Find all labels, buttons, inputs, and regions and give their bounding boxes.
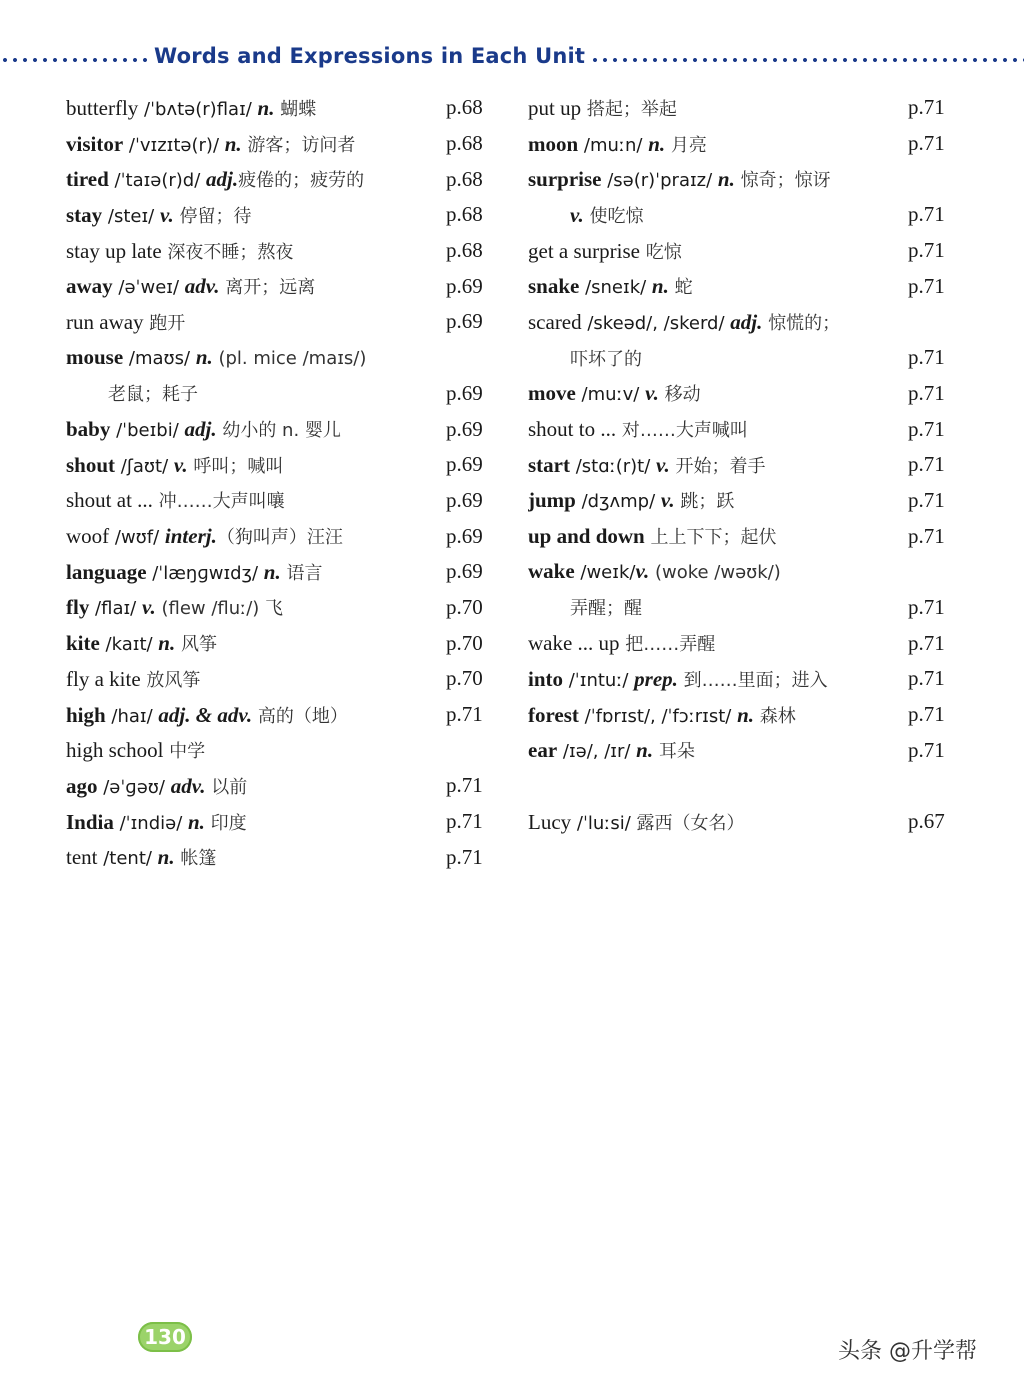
entry-page-ref: p.68 [446,202,483,227]
entry-phonetic: /ˈɪntuː/ [563,669,635,691]
entry-part-of-speech: adj. [206,167,239,192]
entry-page-ref: p.71 [446,809,483,834]
vocab-entry [528,376,958,412]
entry-phonetic: /ʃaʊt/ [115,455,174,477]
vocab-entry [528,554,958,590]
entry-meaning: 到……里面；进入 [677,669,828,691]
entry-text [66,273,496,299]
entry-text [528,702,958,728]
entry-text [528,452,958,478]
entry-phonetic: /kaɪt/ [99,634,159,656]
entry-word: forest [528,702,579,727]
entry-phonetic: /ˈvɪzɪtə(r)/ [123,134,225,156]
entry-word: shout [66,452,116,477]
entry-meaning: 疲倦的；疲劳的 [238,170,365,192]
entry-page-ref: p.69 [446,380,483,405]
vocab-entry [66,625,496,661]
entry-text [66,202,496,228]
entry-text [528,416,958,442]
entry-page-ref: p.71 [908,630,945,655]
entry-page-ref: p.71 [908,95,945,120]
entry-text [528,380,958,406]
entry-meaning: 冲……大声叫嚷 [152,491,285,513]
entry-part-of-speech: v. [141,595,156,620]
entry-page-ref: p.69 [446,273,483,298]
vocab-entry [528,161,958,197]
entry-page-ref: p.69 [446,487,483,512]
entry-part-of-speech: v. [570,202,584,227]
vocab-entry [528,411,958,447]
entry-text [66,345,496,370]
entry-text [66,238,496,264]
entry-part-of-speech: v. [159,202,174,227]
entry-part-of-speech: adj. [184,417,217,442]
entry-part-of-speech: v. [645,381,659,406]
entry-word: tired [66,167,109,192]
entry-page-ref: p.68 [446,166,483,191]
entry-part-of-speech: n. [157,845,175,870]
entry-text [66,95,496,121]
entry-page-ref: p.68 [446,95,483,120]
vocab-entry [528,625,958,661]
entry-meaning: 移动 [658,384,701,406]
entry-meaning: 跑开 [143,312,186,334]
entry-meaning: 语言 [280,562,323,584]
entry-page-ref: p.70 [446,630,483,655]
entry-meaning: 高的（地） [252,705,348,727]
entry-part-of-speech: adv. [170,773,206,798]
entry-part-of-speech: n. [188,809,205,834]
entry-page-ref: p.69 [446,416,483,441]
entry-page-ref: p.71 [908,737,945,762]
entry-word: fly [66,595,90,620]
entry-text [66,166,496,192]
entry-page-ref: p.71 [908,702,945,727]
entry-phonetic: /flaɪ/ [89,598,142,620]
entry-text [528,630,958,656]
entry-meaning: 月亮 [665,134,707,156]
entry-page-ref: p.71 [908,345,945,370]
vocab-entry [66,768,496,804]
entry-word: moon [528,131,579,156]
vocab-entry [66,161,496,197]
entry-part-of-speech: prep. [634,666,678,691]
left-column [66,90,496,875]
entry-word: shout at ... [66,488,153,513]
entry-word: ear [528,738,558,763]
entry-word: run away [66,309,144,334]
entry-page-ref: p.71 [446,773,483,798]
entry-word: snake [528,274,580,299]
entry-page-ref: p.69 [446,559,483,584]
entry-phonetic: /maʊs/ [123,348,196,370]
vocab-entry [528,732,958,768]
vocab-entry [66,804,496,840]
entry-meaning: 老鼠；耗子 [108,384,198,406]
entry-page-ref: p.69 [446,523,483,548]
vocab-entry [528,268,958,304]
entry-page-ref: p.71 [908,131,945,156]
entry-phonetic: /haɪ/ [105,705,159,727]
entry-meaning: 搭起；举起 [581,98,677,120]
entry-word: language [66,559,147,584]
entry-meaning: 停留；待 [173,205,252,227]
entry-word: start [528,452,570,477]
entry-word: wake [528,559,575,584]
entry-word: India [66,809,114,834]
vocab-entry [528,304,958,340]
entry-word: tent [66,845,98,870]
entry-page-ref: p.69 [446,452,483,477]
entry-text [528,487,958,513]
entry-text [528,131,958,157]
vocab-entry [66,661,496,697]
entry-meaning: 弄醒；醒 [570,598,642,620]
entry-word: away [66,274,113,299]
entry-part-of-speech: adj. [730,309,763,334]
entry-part-of-speech: adj. & adv. [158,702,253,727]
vocab-entry [66,518,496,554]
entry-meaning: 蝴蝶 [274,98,317,120]
entry-phonetic: /weɪk/ [574,562,636,584]
entry-word: high [66,702,106,727]
entry-phonetic: /ɪə/, /ɪr/ [557,741,637,763]
entry-word: stay [66,202,103,227]
vocab-entry [66,554,496,590]
entry-page-ref: p.71 [908,594,945,619]
vocab-entry [66,839,496,875]
entry-part-of-speech: n. [257,95,275,120]
entry-page-ref: p.68 [446,131,483,156]
vocab-entry [528,197,958,233]
entry-word: mouse [66,345,124,370]
entry-phonetic: /əˈweɪ/ [112,277,185,299]
entry-part-of-speech: v. [656,452,670,477]
entry-part-of-speech: v. [173,452,188,477]
entry-part-of-speech: n. [651,274,669,299]
entry-text [528,666,958,692]
entry-text [66,594,496,620]
entry-meaning: 把……弄醒 [619,634,716,656]
entry-part-of-speech: n. [224,131,242,156]
vocab-entry [66,732,496,768]
entry-word: visitor [66,131,124,156]
entry-phonetic: /muːv/ [575,384,646,406]
entry-page-ref: p.71 [446,702,483,727]
entry-meaning: 帐篷 [174,848,217,870]
entry-word: Lucy [528,809,572,834]
entry-phonetic: /ˈfɒrɪst/, /ˈfɔːrɪst/ [578,705,738,727]
entry-meaning: 使吃惊 [583,205,644,227]
entry-page-ref: p.69 [446,309,483,334]
entry-word: into [528,666,564,691]
vocab-entry [528,590,958,626]
vocab-entry [66,340,496,376]
entry-word: surprise [528,167,602,192]
right-column [528,90,958,839]
header-dots-left [0,57,148,63]
entry-page-ref: p.68 [446,238,483,263]
vocab-entry [528,768,958,804]
entry-phonetic: /ˈluːsi/ [571,812,637,834]
entry-text [528,737,958,763]
entry-phonetic: /ˈlæŋɡwɪdʒ/ [146,562,264,584]
entry-word: baby [66,417,111,442]
entry-word: put up [528,95,582,120]
entry-text [528,523,958,549]
entry-text [528,809,958,835]
watermark: 头条 @升学帮 [838,1339,977,1364]
vocab-entry [66,268,496,304]
entry-text [528,345,958,371]
vocab-entry [66,90,496,126]
entry-part-of-speech: n. [195,345,213,370]
vocab-entry [66,197,496,233]
entry-meaning: 风筝 [175,634,217,656]
entry-meaning: 离开；远离 [219,277,316,299]
entry-meaning: 游客；访问者 [241,134,356,156]
entry-meaning: （狗叫声）汪汪 [216,527,343,549]
entry-phonetic: /tent/ [97,848,158,870]
entry-word: high school [66,738,164,763]
entry-page-ref: p.71 [908,487,945,512]
entry-text [66,737,496,763]
vocab-entry [66,233,496,269]
entry-meaning: 惊慌的； [762,312,841,334]
entry-word: jump [528,488,576,513]
header-bar [0,40,1024,80]
entry-word: kite [66,631,100,656]
entry-text [66,559,496,585]
page-number-badge: 130 [138,1322,192,1352]
entry-text [66,630,496,656]
vocab-entry [66,411,496,447]
vocab-entry [528,483,958,519]
vocab-entry [66,447,496,483]
entry-meaning: 放风筝 [140,669,201,691]
entry-page-ref: p.71 [908,202,945,227]
entry-word: ago [66,773,98,798]
entry-page-ref: p.70 [446,666,483,691]
vocab-entry [528,697,958,733]
entry-meaning: 开始；着手 [669,455,766,477]
vocab-entry [66,126,496,162]
vocab-entry [528,804,958,840]
entry-part-of-speech: n. [648,131,666,156]
entry-page-ref: p.70 [446,594,483,619]
entry-text [66,416,496,442]
entry-meaning: 以前 [205,776,248,798]
entry-meaning: (pl. mice /maɪs/) [212,348,367,370]
entry-meaning: (flew /fluː/) 飞 [155,598,284,620]
entry-part-of-speech: n. [158,631,176,656]
entry-part-of-speech: v. [635,559,650,584]
entry-text [528,594,958,620]
header-dots-right [590,57,1024,63]
entry-part-of-speech: n. [737,702,755,727]
vocab-entry [528,90,958,126]
entry-word: scared [528,309,582,334]
entry-page-ref: p.71 [908,238,945,263]
entry-text [66,809,496,835]
vocab-entry [66,304,496,340]
entry-word: butterfly [66,95,139,120]
entry-word: move [528,381,576,406]
entry-phonetic: /muːn/ [578,134,649,156]
vocab-entry [528,661,958,697]
vocab-entry [66,376,496,412]
entry-text [66,844,496,870]
entry-page-ref: p.71 [908,452,945,477]
entry-meaning: 印度 [204,812,247,834]
entry-meaning: 呼叫；喊叫 [187,455,284,477]
entry-meaning: 森林 [754,705,796,727]
entry-meaning: 露西（女名） [636,812,745,834]
entry-meaning: 上上下下；起伏 [644,527,777,549]
entry-part-of-speech: n. [717,167,735,192]
entry-phonetic: /stɑː(r)t/ [569,455,656,477]
entry-text [66,309,496,335]
entry-word: stay up late [66,238,162,263]
entry-phonetic: /skeəd/, /skerd/ [581,312,731,334]
entry-phonetic: /əˈɡəʊ/ [97,776,171,798]
entry-part-of-speech: n. [263,559,281,584]
entry-text [66,452,496,478]
entry-text [528,166,958,192]
entry-page-ref: p.71 [908,666,945,691]
entry-meaning: 深夜不睡；熬夜 [161,241,294,263]
entry-phonetic: /sə(r)ˈpraɪz/ [601,170,718,192]
entry-phonetic: /ˈtaɪə(r)d/ [108,170,207,192]
entry-meaning: 蛇 [668,277,693,299]
entry-text [528,309,958,335]
entry-part-of-speech: v. [660,488,675,513]
entry-meaning: 吃惊 [639,241,682,263]
entry-page-ref: p.71 [908,380,945,405]
vocab-entry [66,590,496,626]
entry-phonetic: /ˈbʌtə(r)flaɪ/ [138,98,258,120]
vocab-entry [528,340,958,376]
vocab-entry [528,518,958,554]
entry-phonetic: /dʒʌmp/ [575,491,661,513]
entry-part-of-speech: interj. [164,524,217,549]
entry-meaning: 惊奇；惊讶 [734,170,831,192]
entry-page-ref: p.71 [908,523,945,548]
vocab-entry [66,483,496,519]
page-title: Words and Expressions in Each Unit [154,44,586,68]
entry-text [528,95,958,121]
entry-text [528,559,958,584]
entry-word: woof [66,524,110,549]
entry-phonetic: /wʊf/ [109,527,165,549]
entry-text [528,238,958,264]
entry-meaning: 耳朵 [653,741,695,763]
entry-text [66,131,496,157]
vocab-entry [528,126,958,162]
entry-text [528,273,958,299]
entry-meaning: 对……大声喊叫 [616,420,748,442]
entry-word: get a surprise [528,238,640,263]
entry-page-ref: p.67 [908,809,945,834]
entry-meaning: 吓坏了的 [570,348,642,370]
entry-page-ref: p.71 [908,416,945,441]
entry-meaning: 幼小的 n. 婴儿 [216,420,341,442]
entry-phonetic: /sneɪk/ [579,277,652,299]
entry-word: fly a kite [66,666,141,691]
entry-meaning: (woke /wəʊk/) [649,562,781,584]
vocab-entry [66,697,496,733]
entry-text [66,666,496,692]
entry-phonetic: /ˈbeɪbi/ [110,420,185,442]
entry-part-of-speech: n. [636,738,654,763]
entry-text [66,487,496,513]
entry-meaning: 中学 [163,741,206,763]
vocab-entry [528,233,958,269]
entry-text [66,380,496,406]
entry-page-ref: p.71 [908,273,945,298]
entry-text [66,702,496,728]
entry-word: wake ... up [528,631,620,656]
vocab-entry [528,447,958,483]
entry-word: up and down [528,524,645,549]
entry-page-ref: p.71 [446,844,483,869]
entry-phonetic: /steɪ/ [102,205,160,227]
entry-text [66,523,496,549]
entry-text [66,773,496,799]
entry-phonetic: /ˈɪndiə/ [113,812,188,834]
entry-meaning: 跳；跃 [674,491,735,513]
entry-word: shout to ... [528,417,617,442]
entry-text [528,202,958,228]
entry-part-of-speech: adv. [184,274,220,299]
